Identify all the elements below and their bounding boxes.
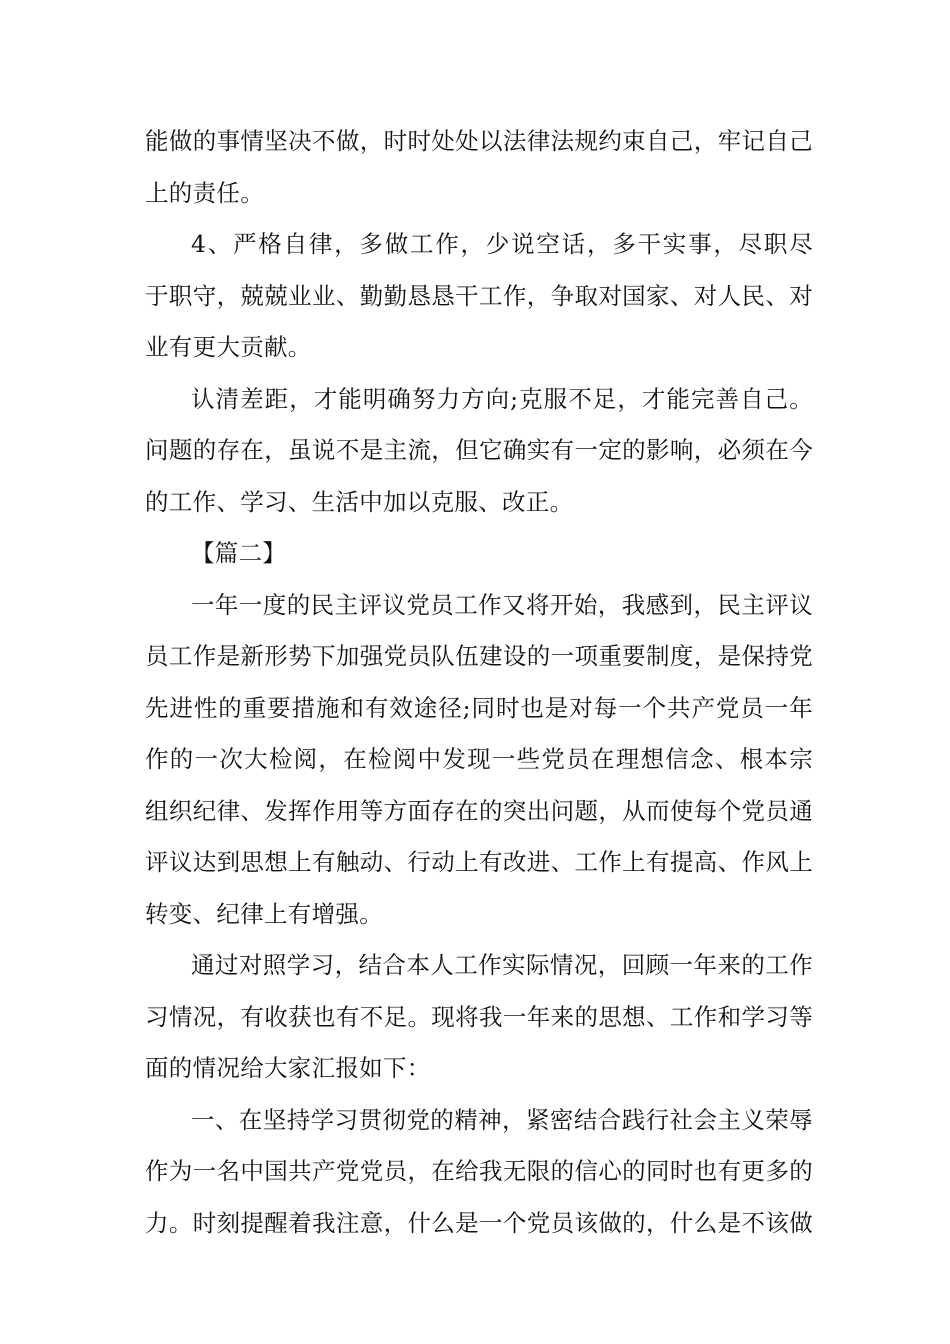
text-line: 问题的存在，虽说不是主流，但它确实有一定的影响，必须在今 bbox=[145, 436, 813, 464]
text-line: 上的责任。 bbox=[145, 178, 264, 207]
text-line: 力。时刻提醒着我注意，什么是一个党员该做的，什么是不该做 bbox=[145, 1208, 813, 1237]
text-line: 一、在坚持学习贯彻党的精神，紧密结合践行社会主义荣辱 bbox=[191, 1105, 813, 1134]
body-text bbox=[145, 116, 813, 1249]
text-line: 先进性的重要措施和有效途径;同时也是对每一个共产党员一年 bbox=[145, 693, 813, 722]
text-line: 作的一次大检阅，在检阅中发现一些党员在理想信念、根本宗 bbox=[145, 745, 813, 773]
text-line: 认清差距，才能明确努力方向;克服不足，才能完善自己。 bbox=[191, 384, 813, 413]
section-heading: 【篇二】 bbox=[191, 539, 287, 567]
text-line: 面的情况给大家汇报如下： bbox=[145, 1054, 431, 1082]
text-line: 一年一度的民主评议党员工作又将开始，我感到，民主评议 bbox=[191, 590, 813, 619]
text-line: 通过对照学习，结合本人工作实际情况，回顾一年来的工作 bbox=[191, 951, 813, 979]
text-line: 组织纪律、发挥作用等方面存在的突出问题，从而使每个党员通 bbox=[145, 796, 813, 825]
text-line: 业有更大贡献。 bbox=[145, 333, 312, 361]
text-line: 能做的事情坚决不做，时时处处以法律法规约束自己，牢记自己 bbox=[145, 127, 813, 155]
text-line: 4、严格自律，多做工作，少说空话，多干实事，尽职尽 bbox=[191, 230, 813, 258]
text-line: 评议达到思想上有触动、行动上有改进、工作上有提高、作风上 bbox=[145, 848, 813, 876]
text-line: 转变、纪律上有增强。 bbox=[145, 899, 383, 928]
text-line: 作为一名中国共产党党员，在给我无限的信心的同时也有更多的 bbox=[145, 1157, 813, 1185]
text-line: 的工作、学习、生活中加以克服、改正。 bbox=[145, 487, 574, 516]
text-line: 员工作是新形势下加强党员队伍建设的一项重要制度，是保持党 bbox=[145, 642, 813, 670]
text-line: 习情况，有收获也有不足。现将我一年来的思想、工作和学习等 bbox=[145, 1002, 813, 1031]
text-line: 于职守，兢兢业业、勤勤恳恳干工作，争取对国家、对人民、对 bbox=[145, 281, 813, 310]
